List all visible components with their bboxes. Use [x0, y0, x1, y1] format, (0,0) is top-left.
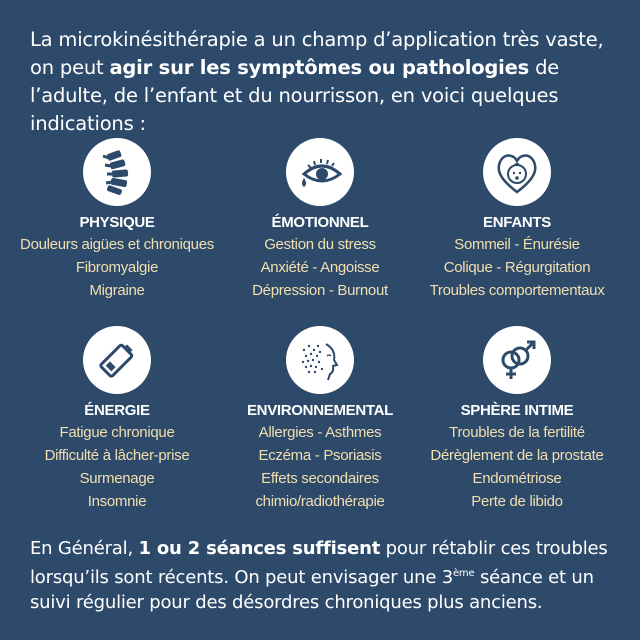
- category-environnemental: [213, 326, 427, 513]
- indication-item: Migraine: [89, 282, 145, 299]
- category-physique: [10, 138, 224, 302]
- indication-item: Surmenage: [79, 470, 155, 487]
- gender-symbols-icon: [483, 326, 551, 394]
- indication-item: Anxiété - Angoisse: [260, 259, 380, 276]
- category-title: ENVIRONNEMENTAL: [246, 402, 394, 419]
- indication-item: Dépression - Burnout: [252, 282, 388, 299]
- intro-text-1: La microkinésithérapie a un champ d’application très vaste, on peut: [30, 28, 604, 79]
- category-title: SPHÈRE INTIME: [460, 402, 574, 419]
- indication-item: Fibromyalgie: [75, 259, 159, 276]
- battery-low-icon: [83, 326, 151, 394]
- indication-item: Difficulté à lâcher-prise: [44, 447, 190, 464]
- spine-icon: [83, 138, 151, 206]
- indication-item: Effets secondaires: [261, 470, 379, 487]
- indication-item: Eczéma - Psoriasis: [258, 447, 382, 464]
- outro-paragraph: [30, 536, 615, 615]
- outro-bold: 1 ou 2 séances suffisent: [138, 538, 381, 559]
- indication-item: Douleurs aigües et chroniques: [20, 236, 214, 253]
- category-title: PHYSIQUE: [79, 214, 155, 231]
- indication-item: Insomnie: [87, 493, 147, 510]
- category-energie: [10, 326, 224, 513]
- indication-item: Troubles de la fertilité: [449, 424, 585, 441]
- outro-sup: ème: [452, 568, 475, 579]
- indication-item: Gestion du stress: [264, 236, 376, 253]
- category-title: ÉMOTIONNEL: [271, 214, 369, 231]
- baby-heart-icon: [483, 138, 551, 206]
- category-enfants: [410, 138, 624, 302]
- outro-text-1: En Général,: [30, 538, 139, 559]
- category-title: ENFANTS: [483, 214, 551, 231]
- indication-item: Troubles comportementaux: [429, 282, 605, 299]
- indication-item: Endométriose: [472, 470, 562, 487]
- face-particles-icon: [286, 326, 354, 394]
- indication-item: Allergies - Asthmes: [258, 424, 382, 441]
- indication-item: Perte de libido: [471, 493, 563, 510]
- category-emotionnel: [213, 138, 427, 302]
- indication-item: Dérèglement de la prostate: [430, 447, 604, 464]
- indication-item: Fatigue chronique: [59, 424, 175, 441]
- indication-item: Sommeil - Énurésie: [454, 236, 580, 253]
- intro-text-2: de l’adulte, de l’enfant et du nourrisson, en voici quelques indications :: [30, 56, 560, 135]
- eye-tear-icon: [286, 138, 354, 206]
- intro-paragraph: [30, 26, 615, 138]
- outro-text-3: séance et un suivi régulier pour des désordres chroniques plus anciens.: [30, 567, 594, 613]
- indication-item: Colique - Régurgitation: [443, 259, 591, 276]
- outro-text-2: pour rétablir ces troubles lorsqu’ils sont récents. On peut envisager une 3: [30, 538, 608, 588]
- category-sphere-intime: [410, 326, 624, 513]
- intro-bold: agir sur les symptômes ou pathologies: [109, 56, 530, 79]
- indication-item: chimio/radiothérapie: [255, 493, 385, 510]
- category-title: ÉNERGIE: [84, 402, 150, 419]
